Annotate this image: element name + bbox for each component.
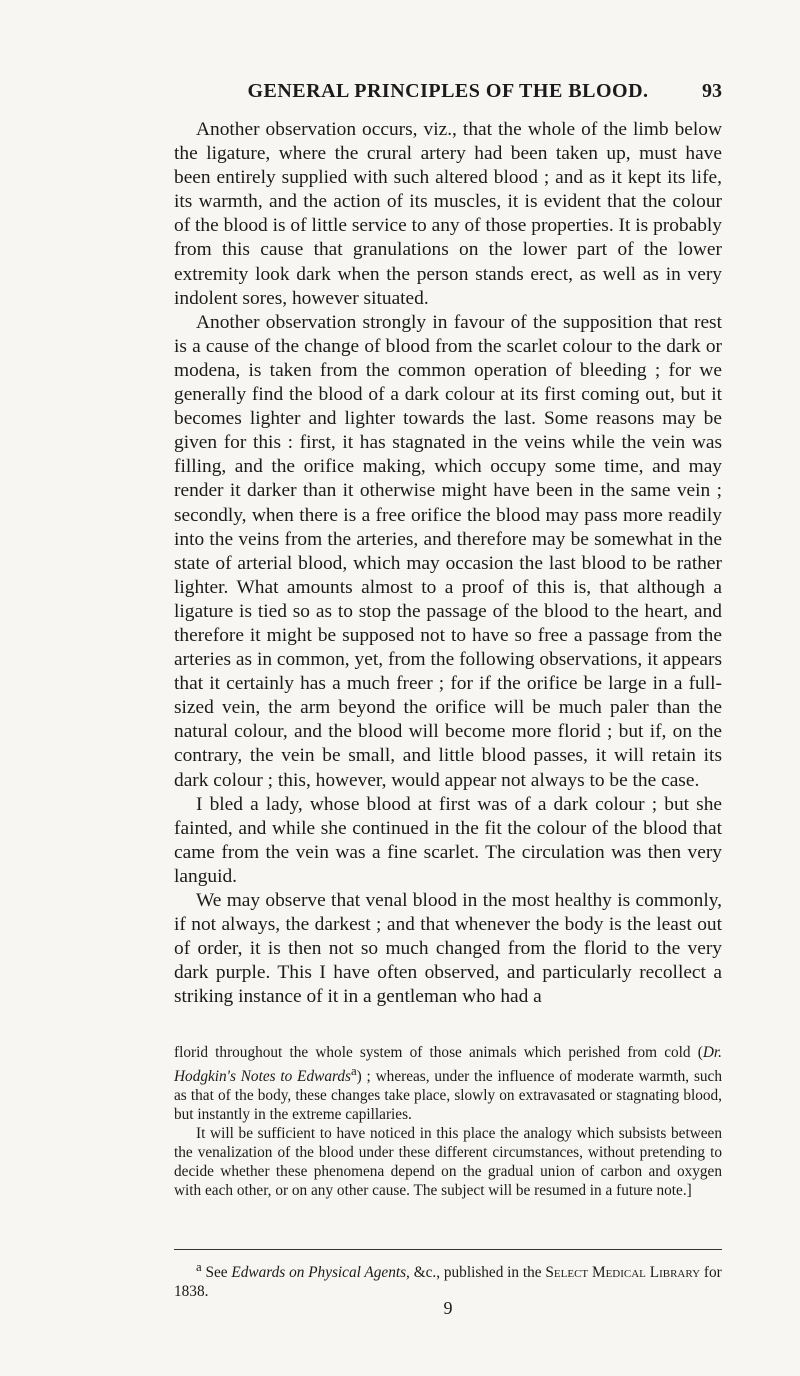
note-paragraph [174,1043,722,1124]
footnote-paragraph [174,1258,722,1301]
page-number: 93 [702,80,722,102]
body-paragraph: Another observation occurs, viz., that the whole of the limb below the ligature, where the crural artery had been taken up, must have been entirely supplied with such altered blood ; and as it kept its life, its warmth, and the action of its muscles, it is evident that the colour of the blood is of little service to any of those properties. It is probably from this cause that granulations on the lower part of the lower extremity look dark when the person stands erect, as well as in very indolent sores, however situated. [174,119,722,309]
footnote-title: Edwards on Physical Agents, [231,1264,410,1282]
footnote [174,1258,722,1301]
editor-note [174,1043,722,1200]
note-paragraph: It will be sufficient to have noticed in this place the analogy which subsists between the venalization of the blood under these different circumstances, without pretending to decide whether these phenomena depend on the gradual union of carbon and oxygen with each other, or on any other cause. The subject will be resumed in a future note.] [174,1125,722,1200]
footnote-marker: a [196,1260,202,1274]
body-paragraph: Another observation strongly in favour of the supposition that rest is a cause of the change of blood from the scarlet colour to the dark or modena, is taken from the common operation of bleeding ; for we generally find the blood of a dark colour at its first coming out, but it becomes lighter and lighter towards the last. Some reasons may be given for this : first, it has stagnated in the veins while the vein was filling, and the orifice making, which occupy some time, and may render it darker than it otherwise might have been in the same vein ; secondly, when there is a free orifice the blood may pass more readily into the veins from the arteries, and therefore may be somewhat in the state of arterial blood, which may occasion the last blood to be rather lighter. What amounts almost to a proof of this is, that although a ligature is tied so as to stop the passage of the blood to the heart, and therefore it might be supposed not to have so free a passage from the arteries as in common, yet, from the following observations, it appears that it certainly has a much freer ; for if the orifice be large in a full-sized vein, the arm beyond the orifice will be much paler than the natural colour, and the blood will become more florid ; but if, on the contrary, the vein be small, and little blood passes, it will retain its dark colour ; this, however, would appear not always to be the case. [174,311,722,791]
note-reference-marker: a [350,1064,357,1078]
note-reference: Dr. Hodgkin's Notes to Edwards [174,1044,722,1086]
body-paragraph: I bled a lady, whose blood at first was of a dark colour ; but she fainted, and while she continued in the fit the colour of the blood that came from the vein was a fine scarlet. The circulation was then very languid. [174,793,722,887]
signature-mark: 9 [443,1298,453,1318]
note-text-before-ref: florid throughout the whole system of those animals which perished from cold ( [174,1044,703,1061]
note-text-after-ref: ) ; whereas, under the influence of moderate warmth, such as that of the body, these changes take place, slowly on extravasated or stagnating blood, but instantly in the extreme capillaries. [174,1068,722,1124]
page-header [174,80,722,110]
footnote-see: See [205,1264,228,1282]
main-text [174,118,722,1009]
footnote-library: Select Medical Library [545,1264,701,1282]
footnote-tail: for 1838. [174,1264,722,1301]
running-title: GENERAL PRINCIPLES OF THE BLOOD. [247,80,649,102]
footnote-text: &c., published in the [409,1264,546,1282]
body-paragraph: We may observe that venal blood in the most healthy is commonly, if not always, the darkest ; and that whenever the body is the least out of order, it is then not so much changed from the florid to the very dark purple. This I have often observed, and particularly recollect a striking instance of it in a gentleman who had a [174,890,722,1008]
footnote-divider [174,1249,722,1250]
